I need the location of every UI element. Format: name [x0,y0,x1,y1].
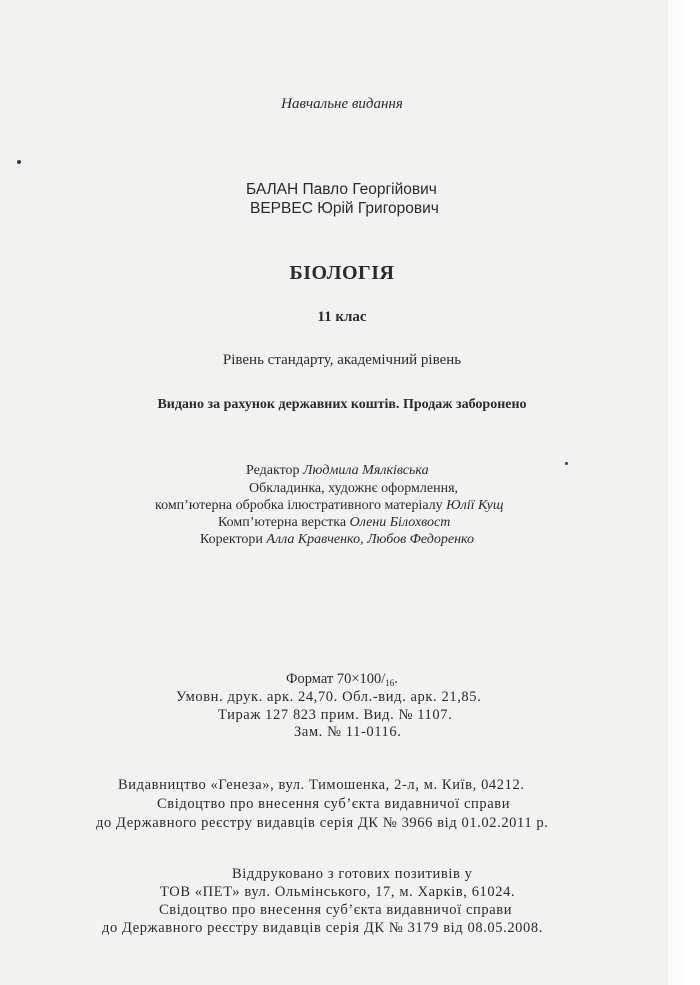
editor-name: Людмила Мялківська [303,463,429,478]
author-2 [250,200,439,218]
spec-print-run: Тираж 127 823 прим. Вид. № 1107. [218,707,453,723]
credit-design-line1: Обкладинка, художнє оформлення, [249,481,459,496]
credit-design-line2 [155,498,503,514]
scan-speck [565,462,568,465]
author-1-name: Павло Георгійович [302,181,437,198]
printer-line2: ТОВ «ПЕТ» вул. Ольмінського, 17, м. Харків, 61024. [160,884,516,900]
editor-role: Редактор [246,463,300,478]
credit-proof [200,532,474,548]
author-2-name: Юрій Григорович [317,200,439,217]
spec-sheets: Умовн. друк. арк. 24,70. Обл.-вид. арк. 21,85. [176,689,482,705]
distribution-notice: Видано за рахунок державних коштів. Продаж заборонено [157,397,527,412]
publisher-line1: Видавництво «Генеза», вул. Тимошенка, 2-л, м. Київ, 04212. [118,777,525,793]
credit-layout [218,515,450,531]
printer-line3: Свідоцтво про внесення суб’єкта видавничої справи [159,902,513,918]
credit-editor [246,463,429,479]
format-sub: 16 [385,678,395,688]
proof-role: Коректори [200,532,263,547]
format-suffix: . [394,671,398,687]
scan-speck [17,160,21,164]
layout-role: Комп’ютерна верстка [218,515,347,530]
design-role: комп’ютерна обробка ілюстративного матеріалу [155,498,443,513]
author-1-surname: БАЛАН [246,181,299,198]
spec-format [286,671,398,688]
author-2-surname: ВЕРВЕС [250,200,313,217]
publisher-line2: Свідоцтво про внесення суб’єкта видавничої справи [157,796,511,812]
layout-name: Олени Білохвост [349,515,451,530]
printer-line1: Віддруковано з готових позитивів у [232,866,473,882]
format-main: Формат 70×100/ [286,671,386,687]
book-title: БІОЛОГІЯ [289,262,395,284]
design-name: Юлії Кущ [446,498,504,513]
level: Рівень стандарту, академічний рівень [222,352,462,368]
author-1 [246,181,437,199]
publisher-line3: до Державного реєстру видавців серія ДК № 3966 від 01.02.2011 р. [96,815,549,831]
edition-type: Навчальне видання [281,96,403,112]
printer-line4: до Державного реєстру видавців серія ДК № 3179 від 08.05.2008. [102,920,543,936]
spec-order: Зам. № 11-0116. [294,724,402,740]
proof-names: Алла Кравченко, Любов Федоренко [266,532,475,547]
grade: 11 клас [317,309,367,325]
page-edge [668,0,684,985]
